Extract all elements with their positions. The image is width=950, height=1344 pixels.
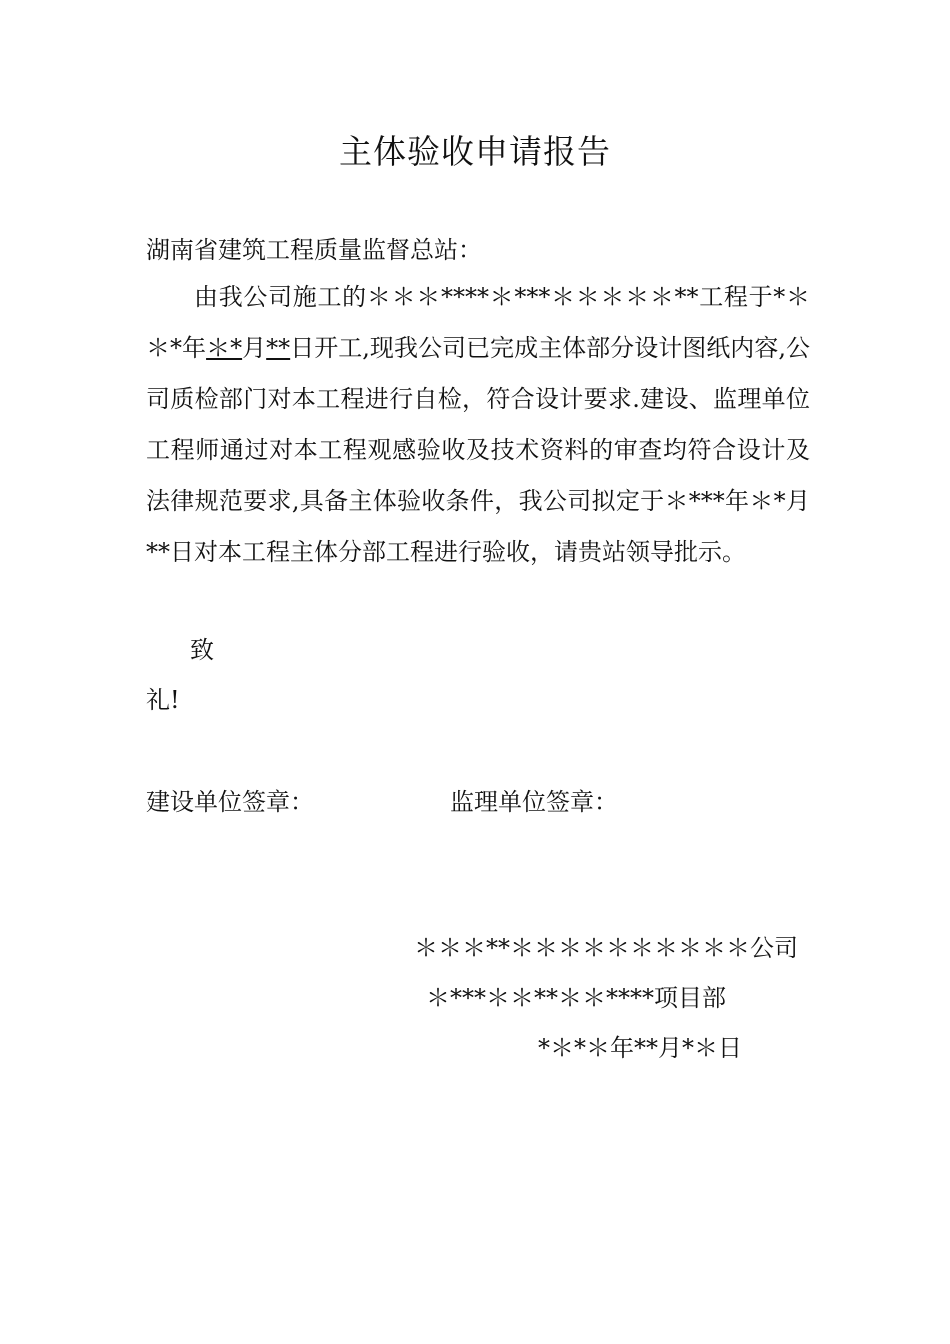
closing-li: 礼! (146, 686, 180, 714)
document-title: 主体验收申请报告 (339, 132, 611, 171)
body-text-part-1: 由我公司施工的＊＊＊****＊***＊＊＊＊＊**工程于*＊＊*年 (146, 283, 810, 362)
body-underlined-month: ＊* (206, 334, 243, 362)
company-name: ＊＊＊**＊＊＊＊＊＊＊＊＊＊公司 (414, 934, 798, 962)
supervision-unit-signature: 监理单位签章： (450, 788, 618, 816)
project-department: ＊***＊＊**＊＊****项目部 (426, 984, 726, 1012)
closing-zhi: 致 (190, 636, 214, 664)
body-underlined-day: ** (266, 334, 291, 362)
document-date: *＊*＊年**月*＊日 (538, 1034, 742, 1062)
body-paragraph (146, 272, 810, 578)
body-text-part-2: 月 (242, 334, 267, 362)
construction-unit-signature: 建设单位签章： (146, 788, 314, 816)
salutation: 湖南省建筑工程质量监督总站： (146, 236, 482, 264)
body-text-part-3: 日开工,现我公司已完成主体部分设计图纸内容,公司质检部门对本工程进行自检，符合设计要求.建设、监理单位工程师通过对本工程观感验收及技术资料的审查均符合设计及法律规范要求,具备主体验收条件，我公司拟定于＊***年＊*月**日对本工程主体分部工程进行验收，请贵站领导批示。 (146, 334, 811, 566)
